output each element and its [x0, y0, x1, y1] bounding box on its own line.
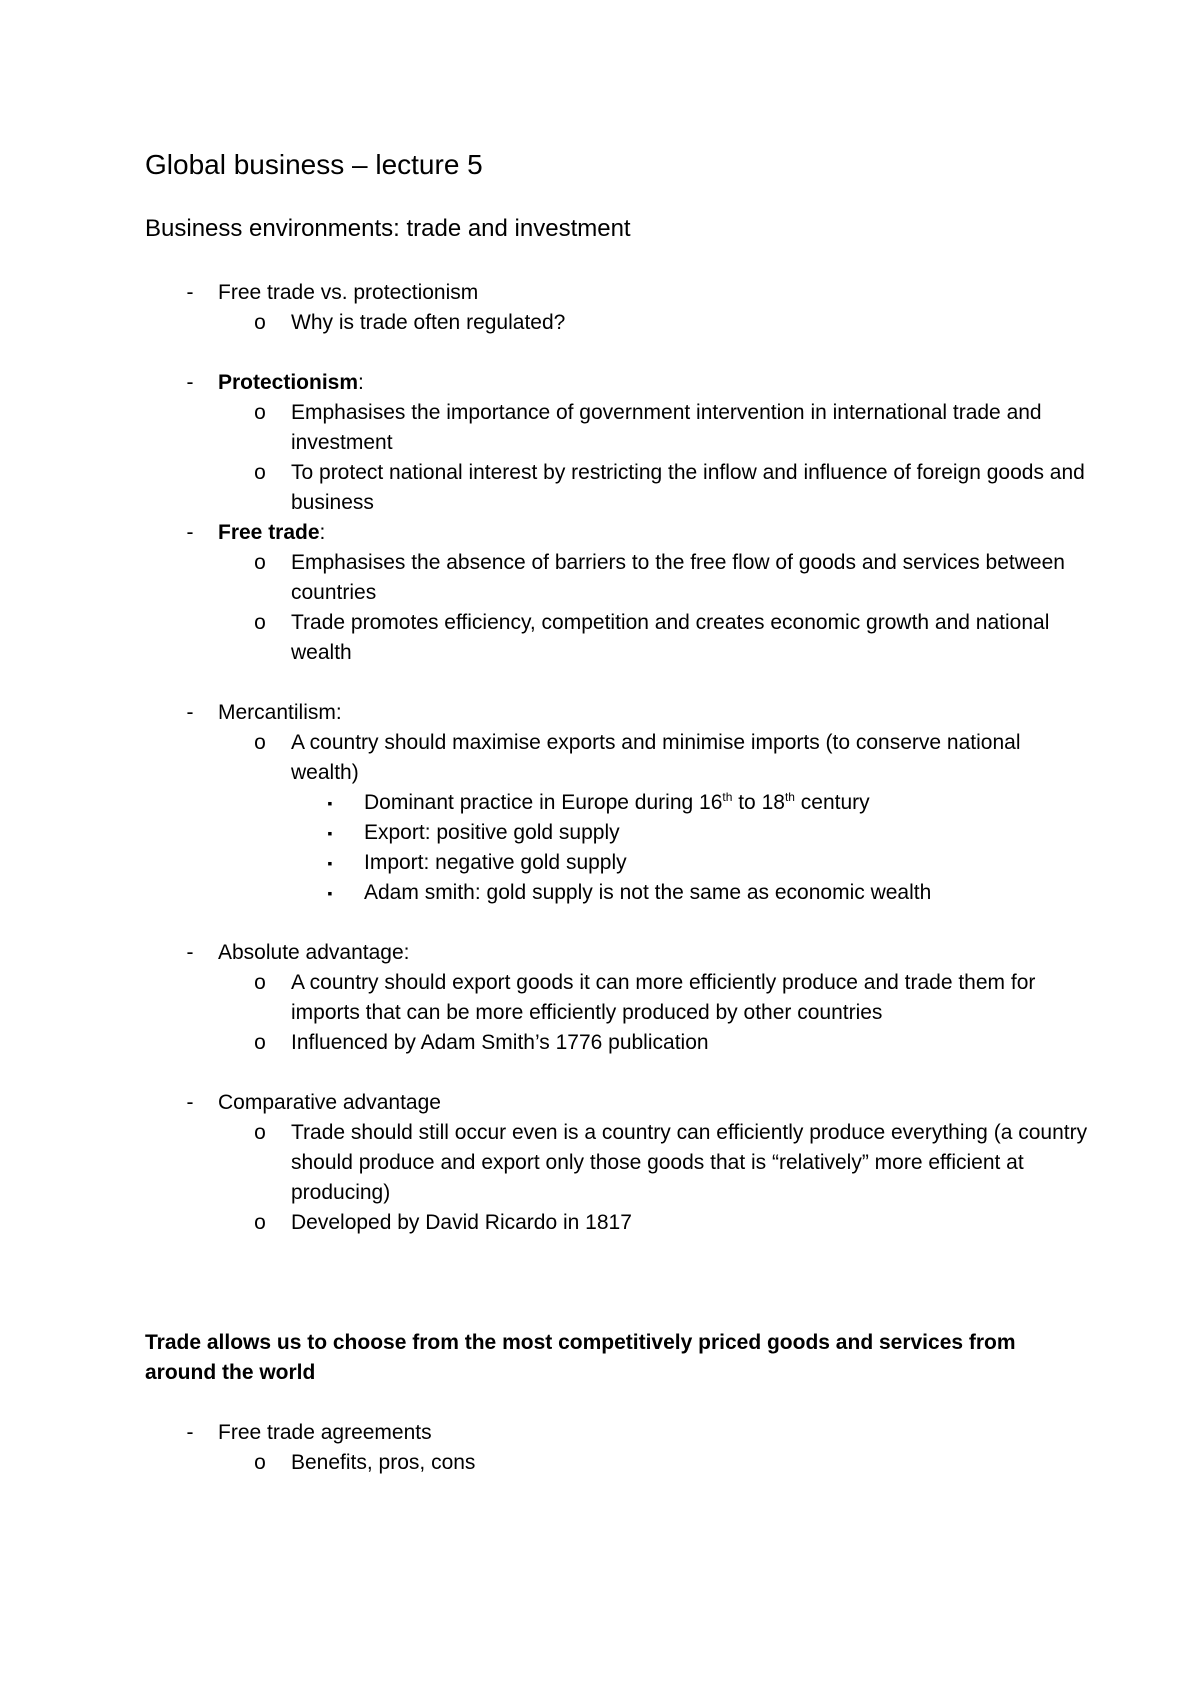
circle-bullet: o	[254, 461, 266, 484]
dash-bullet: -	[186, 701, 194, 724]
dash-bullet: -	[186, 371, 194, 394]
list-item-text: To protect national interest by restricting the inflow and influence of foreign goods and business	[291, 461, 1085, 514]
list-item	[0, 1208, 1200, 1238]
list-item	[0, 1028, 1200, 1058]
circle-bullet: o	[254, 311, 266, 334]
list-item-text: Dominant practice in Europe during 16th to 18th century	[364, 790, 870, 814]
circle-bullet: o	[254, 971, 266, 994]
list-item	[0, 1088, 1200, 1118]
circle-bullet: o	[254, 401, 266, 424]
list-item	[0, 1418, 1200, 1448]
list-item-text: A country should export goods it can more efficiently produce and trade them for imports that can be more efficiently produced by other countries	[291, 971, 1036, 1024]
list-item	[0, 308, 1200, 338]
section-heading: Mercantilism:	[218, 701, 342, 724]
list-item-text: Trade should still occur even is a country can efficiently produce everything (a country should produce and export only those goods that is “relatively” more efficient at producing)	[291, 1121, 1088, 1204]
list-item-text: Benefits, pros, cons	[291, 1451, 476, 1474]
section-heading: Absolute advantage:	[218, 941, 410, 964]
section-heading: Free trade	[218, 521, 320, 544]
list-item	[0, 518, 1200, 548]
circle-bullet: o	[254, 1211, 266, 1234]
list-item-text: Why is trade often regulated?	[291, 311, 566, 334]
dash-bullet: -	[186, 281, 194, 304]
list-item-text: Influenced by Adam Smith’s 1776 publication	[291, 1031, 709, 1054]
list-item-text: A country should maximise exports and minimise imports (to conserve national wealth)	[291, 731, 1021, 784]
circle-bullet: o	[254, 1451, 266, 1474]
list-item-text: Trade promotes efficiency, competition and creates economic growth and national wealth	[291, 611, 1050, 664]
list-item	[0, 1118, 1200, 1208]
heading-colon: :	[358, 371, 364, 394]
list-item-text: Emphasises the absence of barriers to the free flow of goods and services between countries	[291, 551, 1065, 604]
list-item-text: Export: positive gold supply	[364, 821, 620, 844]
list-item	[0, 818, 1200, 848]
list-item	[0, 368, 1200, 398]
list-item	[0, 1448, 1200, 1478]
list-item	[0, 968, 1200, 1028]
circle-bullet: o	[254, 611, 266, 634]
dash-bullet: -	[186, 1091, 194, 1114]
list-item	[0, 698, 1200, 728]
notes-body	[0, 278, 1200, 1478]
circle-bullet: o	[254, 551, 266, 574]
list-item	[0, 398, 1200, 458]
list-item	[0, 278, 1200, 308]
section-heading: Protectionism	[218, 371, 359, 394]
square-bullet: ▪	[327, 795, 333, 811]
dash-bullet: -	[186, 1421, 194, 1444]
square-bullet: ▪	[327, 825, 333, 841]
section-heading: Free trade vs. protectionism	[218, 281, 479, 304]
list-item	[0, 938, 1200, 968]
list-item-text: Emphasises the importance of government intervention in international trade and investment	[291, 401, 1042, 454]
page-title: Global business – lecture 5	[145, 149, 483, 180]
square-bullet: ▪	[327, 855, 333, 871]
list-item	[0, 548, 1200, 608]
heading-colon: :	[319, 521, 326, 544]
circle-bullet: o	[254, 1121, 266, 1144]
circle-bullet: o	[254, 1031, 266, 1054]
page-subtitle: Business environments: trade and investment	[145, 215, 631, 242]
list-item	[0, 878, 1200, 908]
list-item	[0, 788, 1200, 818]
list-item	[0, 458, 1200, 518]
section-heading: Free trade agreements	[218, 1421, 432, 1444]
list-item-text: Import: negative gold supply	[364, 851, 627, 874]
bold-statement: Trade allows us to choose from the most competitively priced goods and services from around the world	[145, 1331, 1016, 1384]
list-item-text: Adam smith: gold supply is not the same as economic wealth	[364, 881, 932, 904]
circle-bullet: o	[254, 731, 266, 754]
list-item	[0, 608, 1200, 668]
dash-bullet: -	[186, 941, 194, 964]
list-item	[0, 848, 1200, 878]
list-item	[0, 728, 1200, 788]
list-item-text: Developed by David Ricardo in 1817	[291, 1211, 632, 1234]
section-heading: Comparative advantage	[218, 1091, 441, 1114]
square-bullet: ▪	[327, 885, 333, 901]
dash-bullet: -	[186, 521, 194, 544]
